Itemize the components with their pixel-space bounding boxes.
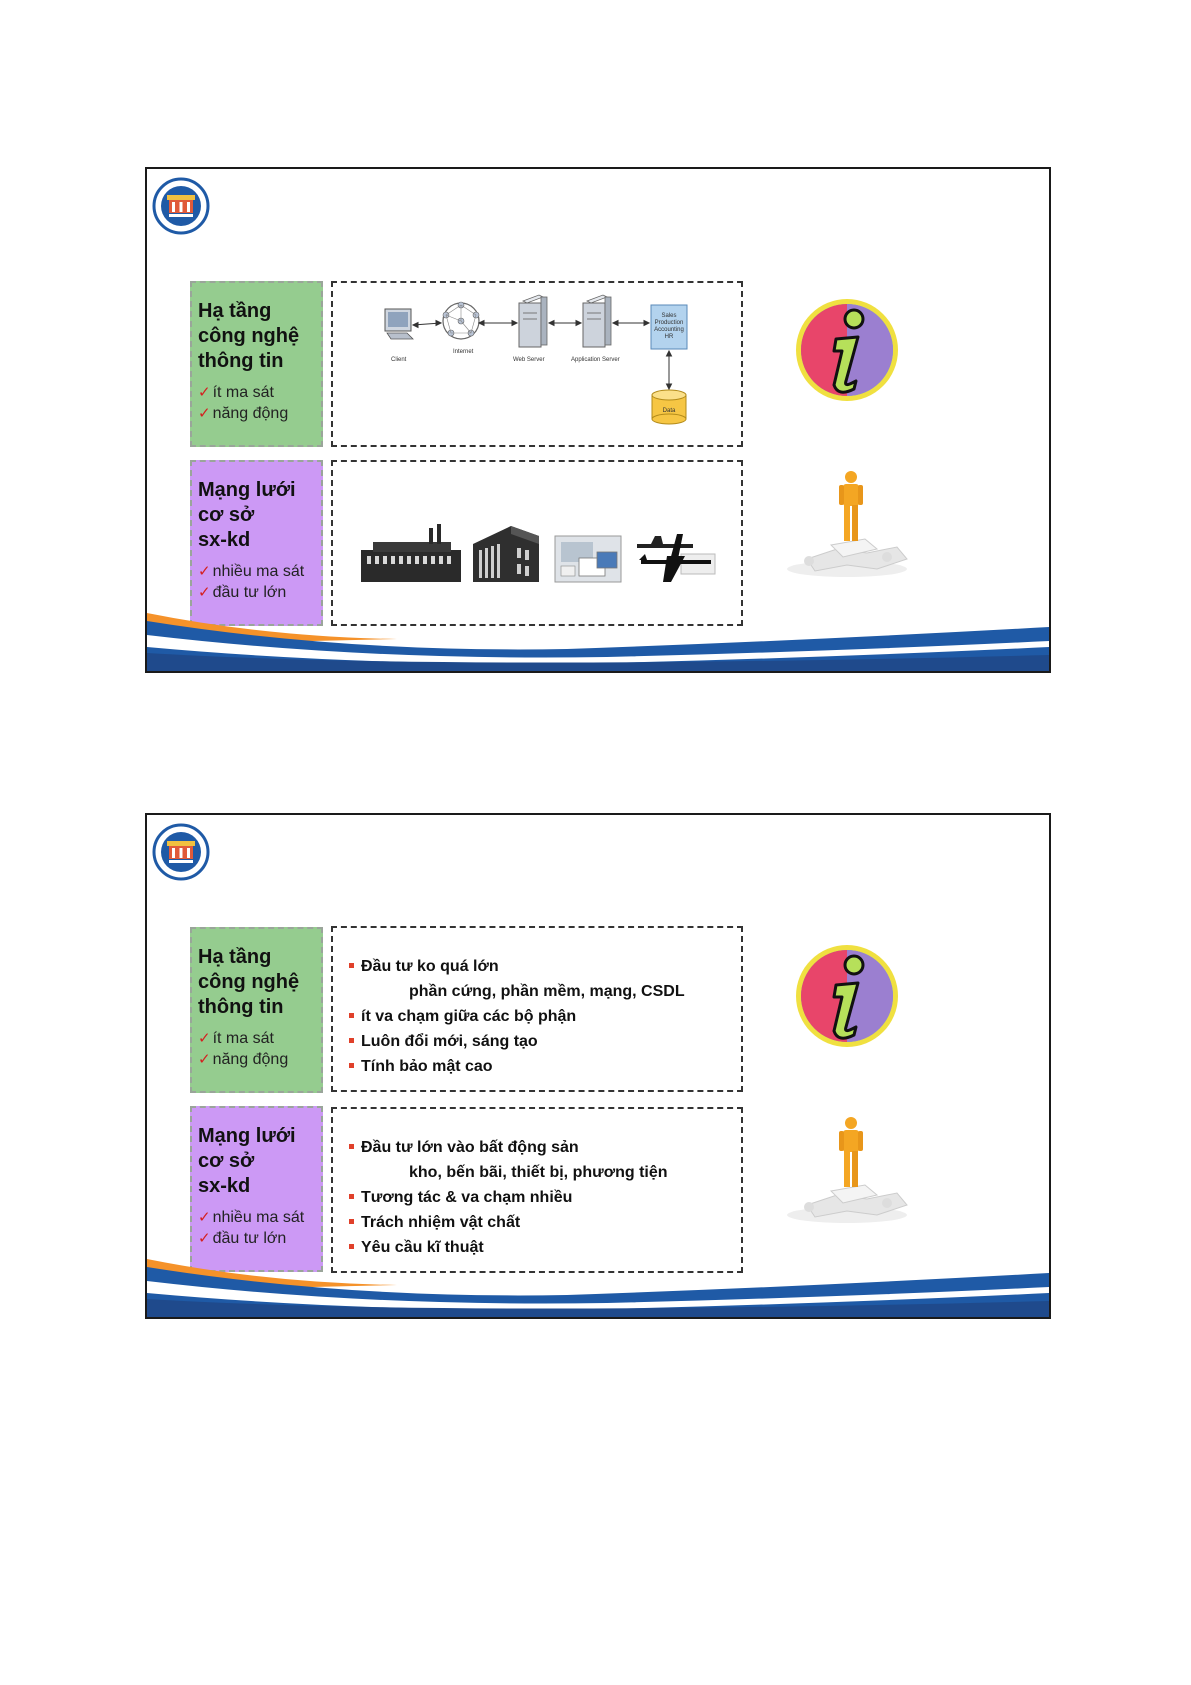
check-item: ✓ đầu tư lớn: [198, 584, 287, 601]
info-icon: [794, 297, 900, 403]
bullet-item: Đầu tư ko quá lớn: [347, 954, 733, 979]
check-item: ✓ ít ma sát: [198, 384, 274, 401]
factory-icon: [361, 524, 461, 582]
application-server-label: Application Server: [571, 357, 620, 363]
office-building-icon: [473, 526, 539, 582]
checkmark-icon: ✓: [198, 1209, 211, 1226]
bullet-square-icon: [349, 1038, 354, 1043]
checkmark-icon: ✓: [198, 384, 211, 401]
bullet-list: [347, 954, 733, 1079]
bullet-square-icon: [349, 1013, 354, 1018]
label-title: Mạng lưới cơ sở sx-kd: [198, 479, 296, 551]
university-logo-icon: [152, 823, 210, 881]
bullet-item: Đầu tư lớn vào bất động sản: [347, 1135, 733, 1160]
check-list: [198, 1028, 315, 1070]
check-list: [198, 1207, 315, 1249]
check-item: ✓ năng động: [198, 405, 289, 422]
info-icon: [794, 943, 900, 1049]
client-computer-icon: [385, 309, 413, 339]
client-label: Client: [391, 357, 407, 363]
web-server-label: Web Server: [513, 357, 545, 363]
it-bullets-box: [331, 926, 743, 1092]
bullet-item: Trách nhiệm vật chất: [347, 1210, 733, 1235]
label-title: Hạ tầng công nghệ thông tin: [198, 300, 300, 372]
check-item: ✓ nhiều ma sát: [198, 1209, 305, 1226]
bullet-square-icon: [349, 1219, 354, 1224]
check-item: ✓ năng động: [198, 1051, 289, 1068]
bullet-item: ít va chạm giữa các bộ phận: [347, 1004, 733, 1029]
industrial-icons: [333, 462, 741, 624]
checkmark-icon: ✓: [198, 584, 211, 601]
check-item: ✓ nhiều ma sát: [198, 563, 305, 580]
internet-globe-icon: [443, 302, 479, 339]
transport-plane-ship-icon: [637, 534, 715, 582]
university-logo-icon: [152, 177, 210, 235]
checkmark-icon: ✓: [198, 405, 211, 422]
svg-text:Data: Data: [662, 408, 676, 414]
web-server-icon: [519, 295, 547, 347]
bullet-item: Tính bảo mật cao: [347, 1054, 733, 1079]
svg-text:Accounting: Accounting: [654, 327, 684, 333]
check-item: ✓ đầu tư lớn: [198, 1230, 287, 1247]
svg-text:HR: HR: [664, 334, 674, 340]
label-title: Mạng lưới cơ sở sx-kd: [198, 1125, 296, 1197]
business-modules-box: [651, 305, 687, 349]
database-icon: [652, 390, 686, 424]
decorative-wave: [147, 601, 1049, 671]
decorative-wave: [147, 1247, 1049, 1317]
bullet-item: Luôn đổi mới, sáng tạo: [347, 1029, 733, 1054]
label-title: Hạ tầng công nghệ thông tin: [198, 946, 300, 1018]
network-diagram-box: [331, 281, 743, 447]
person-on-puzzle-icon: [787, 1115, 917, 1225]
svg-text:Production: Production: [654, 320, 684, 326]
label-box-it-infrastructure: [190, 927, 323, 1093]
svg-text:Sales: Sales: [661, 313, 677, 319]
bullet-item: Yêu cầu kĩ thuật: [347, 1235, 733, 1260]
bullet-square-icon: [349, 1194, 354, 1199]
label-box-it-infrastructure: [190, 281, 323, 447]
checkmark-icon: ✓: [198, 1030, 211, 1047]
slide-1: [145, 167, 1051, 673]
check-item: ✓ ít ma sát: [198, 1030, 274, 1047]
bullet-square-icon: [349, 1063, 354, 1068]
application-server-icon: [583, 295, 611, 347]
network-diagram: [333, 283, 741, 445]
warehouse-screens-icon: [555, 536, 621, 582]
bullet-subitem: kho, bến bãi, thiết bị, phương tiện: [409, 1164, 668, 1181]
checkmark-icon: ✓: [198, 1051, 211, 1068]
check-list: [198, 561, 315, 603]
slide-2: [145, 813, 1051, 1319]
bullet-item: Tương tác & va chạm nhiều: [347, 1185, 733, 1210]
person-on-puzzle-icon: [787, 469, 917, 579]
checkmark-icon: ✓: [198, 563, 211, 580]
checkmark-icon: ✓: [198, 1230, 211, 1247]
bullet-square-icon: [349, 1144, 354, 1149]
bullet-square-icon: [349, 963, 354, 968]
check-list: [198, 382, 315, 424]
internet-label: Internet: [453, 349, 474, 355]
bullet-subitem: phần cứng, phần mềm, mạng, CSDL: [409, 983, 685, 1000]
bullet-list: [347, 1135, 733, 1260]
